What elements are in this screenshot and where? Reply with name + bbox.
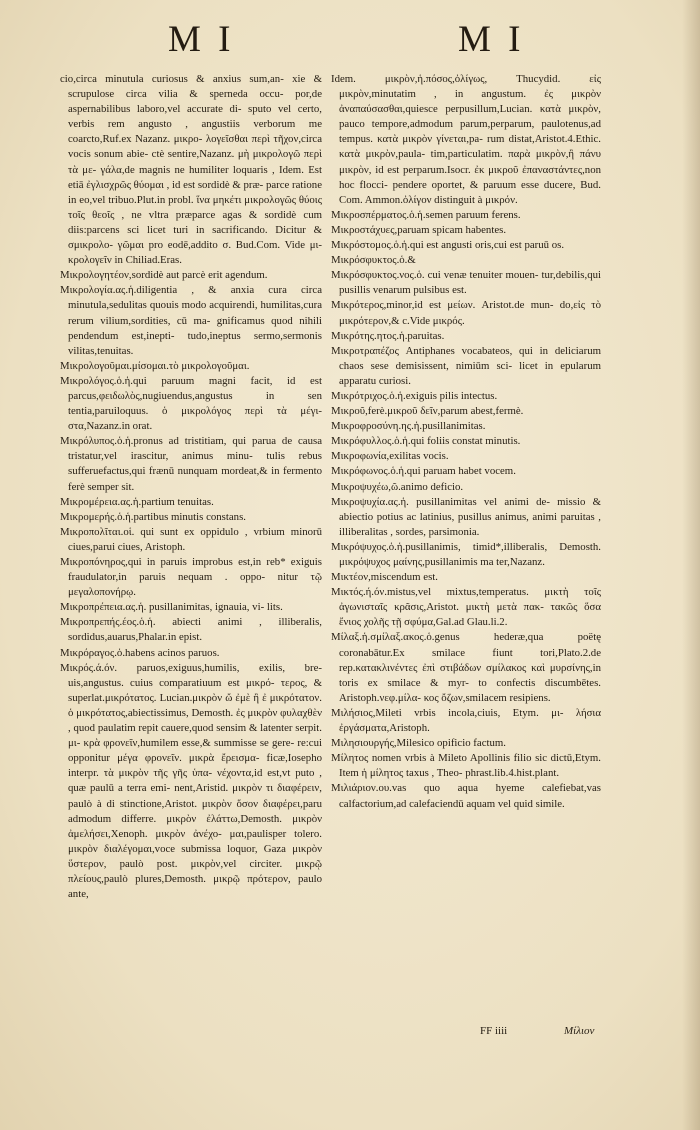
dictionary-entry: Μιλησιουργής,Milesico opificio factum. [331,737,506,750]
catchword: Μίλιον [564,1025,595,1037]
dictionary-entry: Μικροφωνία,exilitas vocis. [331,450,449,463]
right-column [331,72,601,812]
dictionary-entry: Μικροπρεπής.έος.ὁ.ἡ. abiecti animi , illiberalis, sordidus,auarus,Phalar.in epist. [60,616,322,644]
dictionary-entry: Μικρόφυλλος.ὁ.ἡ.qui foliis constat minutis. [331,435,521,448]
dictionary-entry: Μικρόλυπος.ὁ.ἡ.pronus ad tristitiam, qui parua de causa tristatur,vel irascitur, animus minu- tulis rebus sufferuefactus,qui frænū nunquam mordeat,& in fermento ferè semper sit. [60,435,322,493]
page-edge-shadow [682,0,700,1130]
dictionary-entry: Μιλιάριον.ου.vas quo aqua hyeme calefiebat,vas calfactorium,ad calefaciendū aquam vel quid simile. [331,782,601,810]
dictionary-entry: Μικροπρέπεια.ας.ἡ. pusillanimitas, ignauia, vi- lits. [60,601,283,614]
dictionary-entry: Μικτός.ή.όν.mistus,vel mixtus,temperatus. μικτὴ τοῖς ἀγωνισταῖς κρᾶσις,Aristot. μικτὴ μετὰ πακ- τακῶς ὅσα ἔνιος χολῆς τῇ σφύμα,Gal.ad Glau.li.2. [331,586,601,629]
dictionary-entry: Μικτέον,miscendum est. [331,571,438,584]
dictionary-entry: Idem. μικρὸν,ἡ.πόσος,ὀλίγως, Thucydid. εἰς μικρὸν,minutatim , in angustum. ἐς μικρὸν ἀναπαύσασθαι,quiesce perpusillum,Lucian. κατὰ μικρὸν, pauco tempore,admodum parum,perparum, paulotenus,ad tempus. κατὰ μικρὸν γίνεται,pa- rum distat,Aristot.4.Ethic. κατὰ μικρὸν,paula- tim,particulatim. παρὰ μικρὸν,ἢ πάνυ μικρὸν, id est perparum.Isocr. ἐκ μικροῦ ἐπαναστάντες,non hoc flocci- pendere oportet, & paruum esse ducere, Bud. Com. Ammon.ὀλίγον distinguit à μικρόν. [331,73,601,206]
running-head-right: M I [458,19,525,60]
dictionary-entry: Μικρόσφυκτος.ὁ.& [331,254,416,267]
dictionary-entry: Μικρόσφυκτος.νος.ὁ. cui venæ tenuiter mouen- tur,debilis,qui pusillis venarum pulsibus est. [331,269,601,297]
running-head-left: M I [168,19,235,60]
dictionary-entry: Μικρόστομος.ὁ.ἡ.qui est angusti oris,cui est paruū os. [331,239,565,252]
dictionary-entry: Μικροσπέρματος.ὁ.ἡ.semen paruum ferens. [331,208,521,221]
dictionary-entry: Μικρόφωνος.ὁ.ἡ.qui paruam habet vocem. [331,465,516,478]
dictionary-entry: Μικρολογητέον,sordidè aut parcè erit agendum. [60,269,268,282]
dictionary-entry: cio,circa minutula curiosus & anxius sum,an- xie & scrupulose circa vilia & sperneda occu- por,de aspernabilibus laboro,vel accurate di- sputo vel certo, verbis rem angusto , angustiis verborum me coarcto,Ruf.ex Nazanz. μικρο- λογεῖσθαι περὶ τῆχον,circa vocis sonum abie- ctè sentire,Nazanz. μὴ μικρολογῶ περὶ τὰ με- γάλα,de magnis ne humiliter loquaris , Idem. Est etiā ἐγλισχρῶς θύομαι , id est sordidè & præ- parce ratione in eo,vel tribuo.Plut.in probl. ἵνα μηκέτι μικρολογῶς θύοις τοῖς θεοῖς , ne vltra præparce agas & sordidè cum diis:parcens sci licet turi in sacrificando. Dicitur & σμικρολο- γῶμαι pro eodē,addito σ. Bud.Com. Vide μι- κρολογεῖν in Chiliad.Eras. [60,73,322,267]
dictionary-entry: Μικρότριχος.ὁ.ἡ.exiguis pilis intectus. [331,389,498,402]
dictionary-entry: Μικρολογοῦμαι.μίσομαι.τὸ μικρολογοῦμαι. [60,359,250,372]
dictionary-entry: Μικρόψυχος.ὁ.ἡ.pusillanimis, timid*,illiberalis, Demosth. μικρόψυχος μαίνης,pusillanimis ma ter,Nazanz. [331,540,601,568]
dictionary-entry: Μίλαξ.ἡ.σμίλαξ.ακος.ὁ.genus hederæ,qua poëtę coronabātur.Ex smilace fiunt tori,Plato.2.de rep.κατακλινέντες ἐπὶ στιβάδων σμίλακος καὶ μυρσίνης,in toris ex smilace & myr- to confectis discumbētes. Aristoph.νεφ.μίλα- κος ὄζων,smilacem resipiens. [331,631,601,704]
dictionary-entry: Μικροπολῖται.οἱ. qui sunt ex oppidulo , vrbium minorū ciues,parui ciues, Aristoph. [60,525,322,553]
dictionary-entry: Μιλήσιος,Mileti vrbis incola,ciuis, Etym. μι- λήσια ἐργάσματα,Aristoph. [331,706,601,735]
dictionary-entry: Μικροψυχέω,ῶ.animo deficio. [331,480,464,493]
dictionary-entry: Μικροφροσύνη.ης.ἡ.pusillanimitas. [331,420,486,433]
dictionary-entry: Μικρότης.ητος.ἡ.paruitas. [331,329,445,342]
dictionary-entry: Μικροτραπέζος Antiphanes vocabateos, qui in deliciarum chaos sese demisissent, nimiūm sci- licet in epularum apparatu curiosi. [331,344,601,387]
dictionary-entry: Μικροστάχυες,paruam spicam habentes. [331,223,507,236]
dictionary-entry: Μικρολόγος.ὁ.ἡ.qui paruum magni facit, id est parcus,φειδωλὸς,nugiuendus,angustus in sen tentia,paruiloquus. ὁ μικρολόγος περὶ τὰ μέγι- στα,Nazanz.in orat. [60,374,322,433]
dictionary-entry: Μικρότερος,minor,id est μείων. Aristot.de mun- do,εἰς τὸ μικρότερον,& c.Vide μικρός. [331,299,601,327]
signature-mark: FF iiii [480,1025,508,1037]
dictionary-entry: Μικρός.ά.όν. paruos,exiguus,humilis, exilis, bre- uis,angustus. cuius comparatiuum est μικρό- τερος, & superlat.μικρότατος. Lucian.μικρὸν ὤ ἐμὲ ἢ ἐ μικρότατον. ὁ μικρότατος,abiectissimus, Demosth. ἐς μικρὸν φυλαχθὲν , quod paulatim repit cauere,quod sensim & latenter serpit. μι- κρὰ φρονεῖν,humilem esse,& summisse se gere- re:cui opponitur μέγα φρονεῖν. μικρὰ ἔρεισμα- ficæ,Iosepho interpr. τὰ μικρὸν τῆς γῆς ὑπα- νέχοντα,id est,vt puto , quæ paulū a terra emi- nent,Aristid. μικρὸν τι διαφέρειν, paulò à di stinctione,Aristot. μικρὸν ὅσον διαφέρει,paru admodum differre. μικρὸν ἐλάττω,Demosth. μικρὸν ἀμελήσει,Xenoph. μικρὸν ἀνέχο- μαι,paulisper tolero. μικρὸν διαλέγομαι,voce submissa loquor, Gaza μικρὸν ὕστερον, paulò post. μικρὸν,vel circiter. μικρῷ πλείους,paulò plures,Demosth. μικρῷ πρότερον, paulo ante, [60,661,322,901]
dictionary-entry: Μικρόραγος.ὁ.habens acinos paruos. [60,646,220,659]
dictionary-entry: Μικροπόνηρος,qui in paruis improbus est,in reb* exiguis fraudulator,in paruis nequam . oppo- nitur τῷ μεγαλοπονήρῳ. [60,556,322,599]
dictionary-entry: Μικροῦ,ferè.μικροῦ δεῖν,parum abest,fermè. [331,405,524,418]
dictionary-entry: Μίλητος nomen vrbis à Mileto Apollinis filio sic dictū,Etym. Item ἡ μίλητος taxus , Theo- phrast.lib.4.hist.plant. [331,752,601,780]
dictionary-entry: Μικρομερής.ὁ.ἡ.partibus minutis constans. [60,510,246,523]
left-column [60,72,322,902]
dictionary-entry: Μικροψυχία.ας.ἡ. pusillanimitas vel animi de- missio & abiectio potius ac latinius, pusillus animus, animi paruitas , illiberalitas , sordes, parsimonia. [331,495,601,538]
dictionary-entry: Μικρολογία.ας.ἡ.diligentia , & anxia cura circa minutula,sedulitas quouis modo acquirendi, humilitas,cura rerum vilium,sordities, cū ma- gnificamus quod nihili pendendum est,inepti- tudo,ineptus sermo,sermonis vilitas,tenuitas. [60,284,322,357]
dictionary-entry: Μικρομέρεια.ας.ἡ.partium tenuitas. [60,495,214,508]
